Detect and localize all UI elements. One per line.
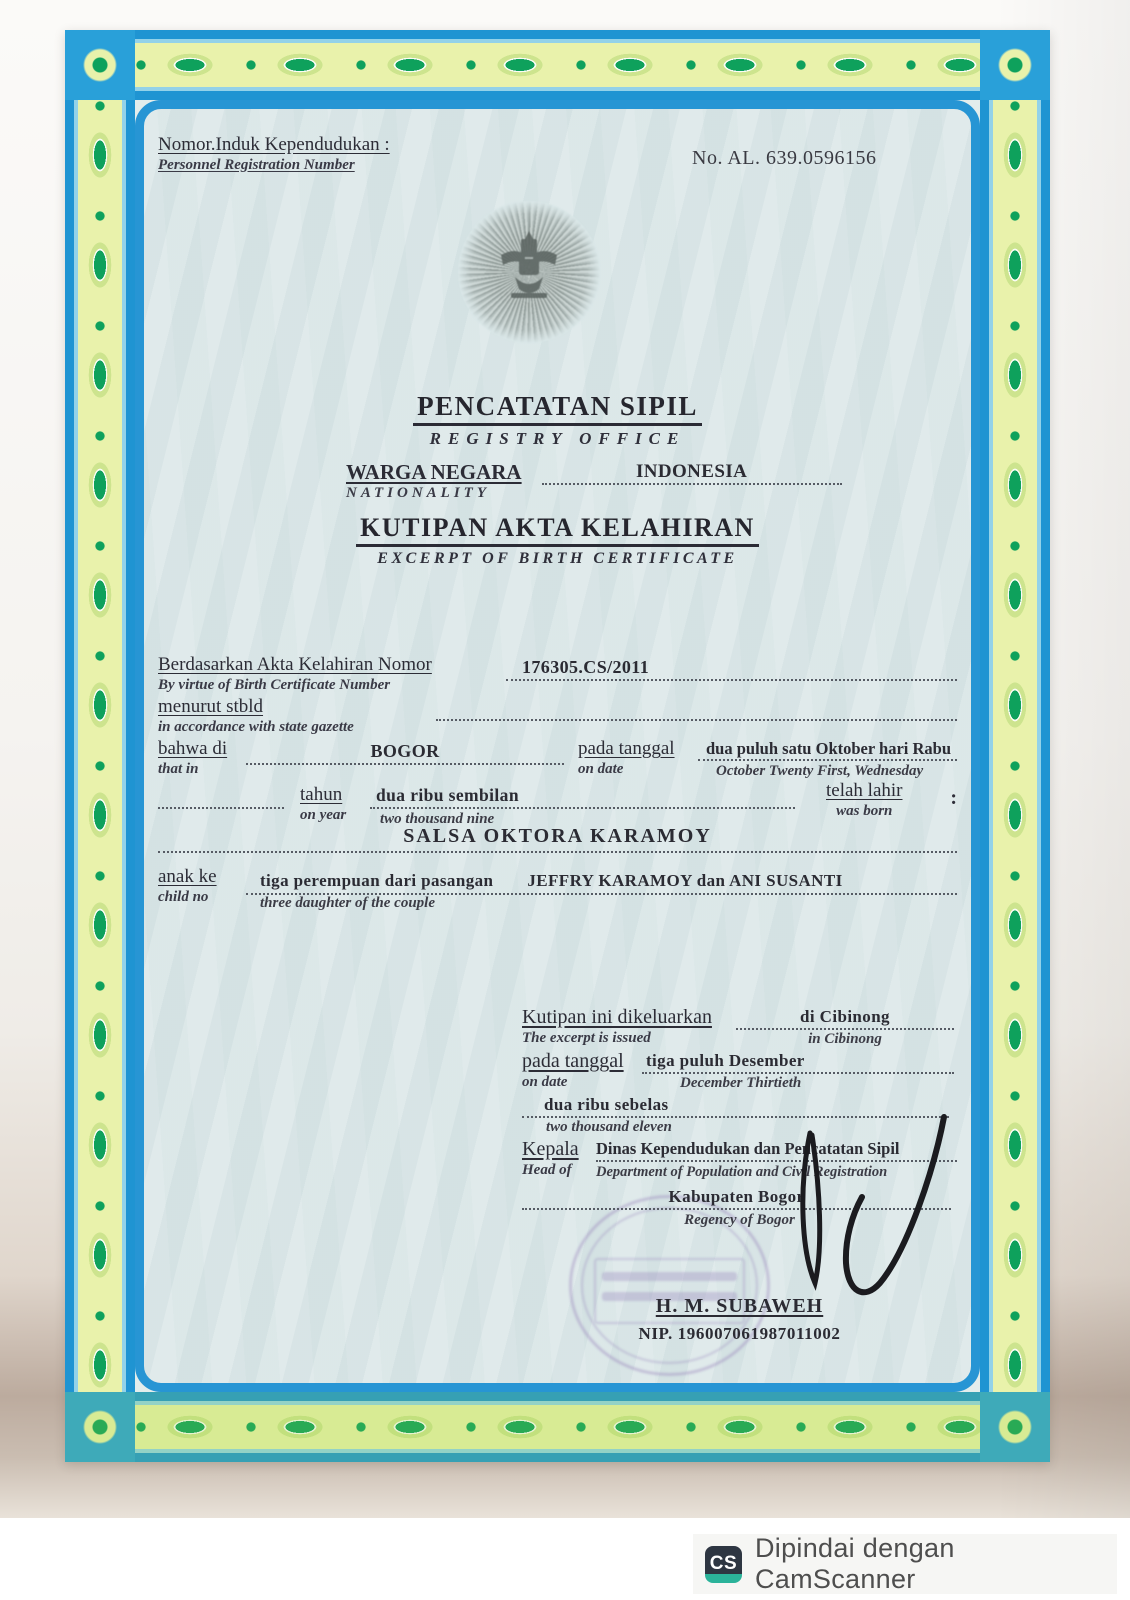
birthdate-label: pada tanggal on date bbox=[578, 738, 675, 777]
certificate-paper bbox=[135, 100, 980, 1392]
issue-date: tiga puluh Desember bbox=[642, 1051, 954, 1074]
nationality-row bbox=[346, 461, 842, 501]
issue-date-en: December Thirtieth bbox=[680, 1075, 802, 1091]
issued-place-block bbox=[736, 1007, 954, 1048]
gazette-row bbox=[158, 697, 957, 735]
issue-year-en: two thousand eleven bbox=[546, 1119, 672, 1135]
child-number-label: anak ke child no bbox=[158, 866, 217, 905]
basis-label: Berdasarkan Akta Kelahiran Nomor By virtue of Birth Certificate Number bbox=[158, 654, 432, 693]
camscanner-text: Dipindai dengan CamScanner bbox=[755, 1533, 955, 1594]
birthyear-value-block bbox=[370, 785, 795, 828]
birthplace-value: BOGOR bbox=[246, 741, 564, 765]
signer-nip: NIP. 196007061987011002 bbox=[638, 1324, 841, 1343]
born-colon: : bbox=[950, 787, 957, 809]
border-corner bbox=[65, 1392, 135, 1462]
border-corner bbox=[980, 30, 1050, 100]
parents-names: JEFFRY KARAMOY dan ANI SUSANTI bbox=[527, 871, 843, 890]
issue-year: dua ribu sebelas bbox=[522, 1095, 949, 1118]
birthdate-value-block bbox=[698, 739, 957, 780]
certificate-title-block bbox=[144, 513, 971, 568]
birthyear-value: dua ribu sembilan bbox=[370, 785, 795, 809]
department-en: Department of Population and Civil Registration bbox=[596, 1164, 888, 1180]
signature bbox=[662, 1111, 962, 1331]
office-title: PENCATATAN SIPIL bbox=[413, 391, 702, 426]
issue-date-row bbox=[522, 1050, 805, 1091]
child-number-row bbox=[158, 866, 957, 911]
garuda-seal bbox=[458, 201, 600, 343]
office-title-block bbox=[144, 391, 971, 449]
birthyear-label: tahun on year bbox=[300, 784, 347, 823]
document-number: No. AL. 639.0596156 bbox=[692, 147, 877, 169]
child-number-value-en: three daughter of the couple bbox=[260, 895, 435, 911]
leader-dots bbox=[158, 787, 284, 809]
nationality-value: INDONESIA bbox=[542, 461, 842, 485]
was-born-label: telah lahir was born bbox=[826, 780, 903, 819]
birthdate-value: dua puluh satu Oktober hari Rabu bbox=[698, 739, 957, 761]
issuance-block bbox=[522, 1007, 957, 1377]
camscanner-icon: CS bbox=[705, 1546, 742, 1583]
regency: Kabupaten Bogor bbox=[522, 1187, 951, 1210]
registration-number-label: Nomor.Induk Kependudukan : Personnel Registration Number bbox=[158, 134, 390, 173]
certificate-title: KUTIPAN AKTA KELAHIRAN bbox=[356, 513, 759, 547]
guilloche-border-left bbox=[65, 100, 135, 1392]
certificate-title-en: EXCERPT OF BIRTH CERTIFICATE bbox=[377, 550, 738, 567]
office-title-en: REGISTRY OFFICE bbox=[429, 429, 686, 448]
signer-name: H. M. SUBAWEH bbox=[655, 1295, 824, 1317]
child-name: SALSA OKTORA KARAMOY bbox=[158, 825, 957, 853]
border-corner bbox=[980, 1392, 1050, 1462]
regency-en: Regency of Bogor bbox=[684, 1212, 795, 1228]
nationality-label: WARGA NEGARA NATIONALITY bbox=[346, 460, 522, 501]
birth-certificate bbox=[65, 30, 1050, 1462]
guilloche-border-bottom bbox=[135, 1392, 980, 1462]
birthyear-value-en: two thousand nine bbox=[380, 811, 495, 827]
guilloche-border-top bbox=[135, 30, 980, 100]
issued-place-en: in Cibinong bbox=[808, 1031, 882, 1047]
birthdate-value-en: October Twenty First, Wednesday bbox=[716, 763, 924, 779]
camscanner-footer bbox=[693, 1534, 1117, 1594]
gazette-value-line bbox=[436, 699, 957, 721]
basis-value: 176305.CS/2011 bbox=[506, 657, 957, 681]
border-corner bbox=[65, 30, 135, 100]
issued-place: di Cibinong bbox=[736, 1007, 954, 1030]
child-number-value: tiga perempuan dari pasangan bbox=[260, 871, 494, 890]
head-label: Kepala Head of bbox=[522, 1138, 579, 1178]
basis-row bbox=[158, 655, 957, 693]
department: Dinas Kependudukan dan Pencatatan Sipil bbox=[596, 1139, 957, 1162]
issue-date-block bbox=[642, 1051, 954, 1092]
garuda-glyph bbox=[499, 229, 559, 307]
birthplace-label: bahwa di that in bbox=[158, 738, 228, 777]
child-number-value-line bbox=[246, 871, 957, 895]
gazette-label: menurut stbld in accordance with state gazette bbox=[158, 696, 354, 735]
guilloche-border-right bbox=[980, 100, 1050, 1392]
issued-label: Kutipan ini dikeluarkan The excerpt is issued bbox=[522, 1006, 712, 1046]
issued-row bbox=[522, 1006, 890, 1047]
issue-date-label: pada tanggal on date bbox=[522, 1050, 624, 1090]
